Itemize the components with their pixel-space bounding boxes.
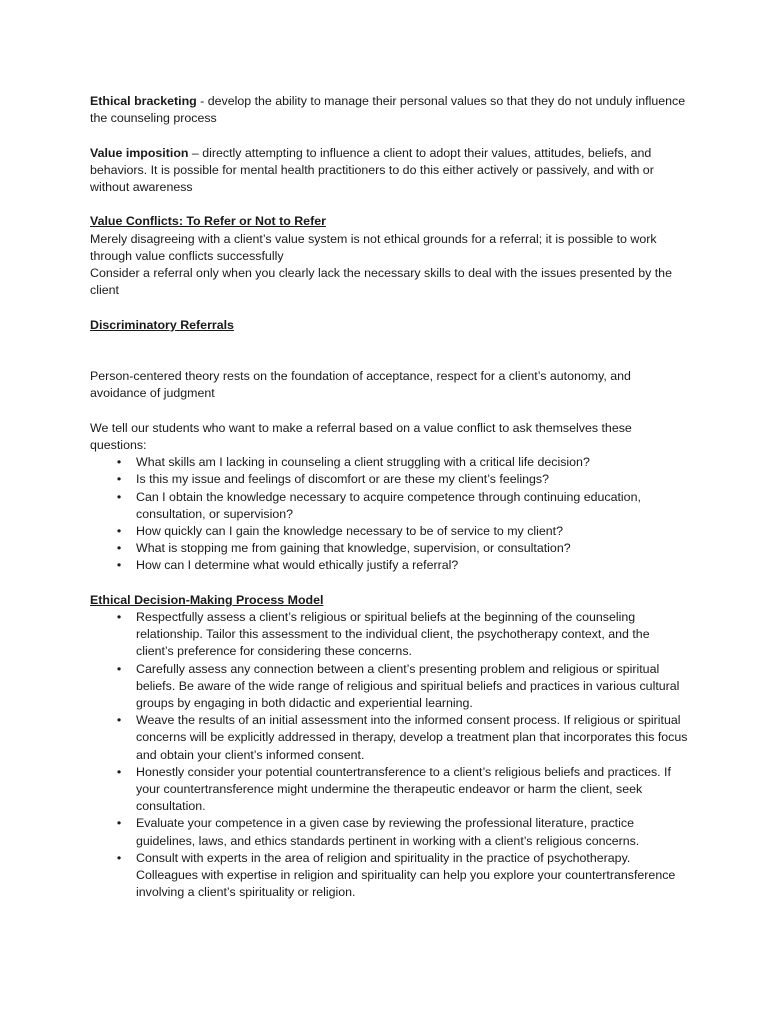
ethical-bracketing-definition: - develop the ability to manage their personal values so that they do not unduly influence the counseling process [90,94,686,126]
model-step-text: Respectfully assess a client’s religious or spiritual beliefs at the beginning of the counseling relationship. Tailor this assessment to the individual client, the psychotherapy context, and the client’s preference for considering these concerns. [136,610,650,659]
model-step-text: Weave the results of an initial assessment into the informed consent process. If religious or spiritual concerns will be explicitly addressed in therapy, develop a treatment plan that incorporates this focus and obtain your client’s informed consent. [136,713,688,762]
question-text: Is this my issue and feelings of discomfort or are these my client’s feelings? [136,472,549,487]
value-conflicts-paragraph-2: Consider a referral only when you clearly lack the necessary skills to deal with the issues presented by the client [90,266,672,298]
bullet-icon: • [116,764,122,779]
question-text: How can I determine what would ethically justify a referral? [136,558,459,573]
list-item [90,540,690,557]
bullet-icon: • [116,713,122,728]
list-item [90,471,690,488]
question-text: Can I obtain the knowledge necessary to acquire competence through continuing education, consultation, or supervision? [136,489,641,521]
questions-intro: We tell our students who want to make a referral based on a value conflict to ask themselves these questions: [90,420,632,452]
bullet-icon: • [116,558,122,573]
bullet-icon: • [116,661,122,676]
model-step-text: Carefully assess any connection between a client’s presenting problem and religious or spiritual beliefs. Be aware of the wide range of religious and spiritual beliefs and practices in various cultural groups by engaging in both didactic and experiential learning. [136,661,680,711]
bullet-icon: • [116,524,122,538]
model-step-text: Consult with experts in the area of religion and spirituality in the practice of psychotherapy. Colleagues with expertise in religion and spirituality can help you explore your countertransference involving a client’s spirituality or religion. [136,850,676,900]
questions-list [90,454,690,574]
bullet-icon: • [116,472,122,487]
bullet-icon: • [116,816,122,831]
ethical-bracketing-term: Ethical bracketing [90,94,197,108]
model-step-text: Honestly consider your potential countertransference to a client’s religious beliefs and practices. If your countertransference might undermine the therapeutic endeavor or harm the client, seek consultation. [136,764,671,814]
list-item [90,850,690,902]
ethical-bracketing-paragraph [90,93,690,127]
value-imposition-definition: – directly attempting to influence a client to adopt their values, attitudes, beliefs, and behaviors. It is possible for mental health practitioners to do this either actively or passively, and with or without awareness [90,145,654,194]
value-conflicts-heading: Value Conflicts: To Refer or Not to Refer [90,214,326,229]
list-item [90,609,690,661]
list-item [90,712,690,764]
decision-model-list [90,609,690,901]
decision-model-heading: Ethical Decision-Making Process Model [90,592,324,607]
list-item [90,557,690,574]
list-item [90,489,690,523]
discriminatory-referrals-heading: Discriminatory Referrals [90,317,234,332]
list-item [90,454,690,471]
question-text: What is stopping me from gaining that knowledge, supervision, or consultation? [136,541,571,556]
list-item [90,815,690,849]
list-item [90,523,690,540]
value-imposition-paragraph [90,145,690,197]
question-text: How quickly can I gain the knowledge necessary to be of service to my client? [136,524,564,538]
bullet-icon: • [116,541,122,556]
value-conflicts-paragraph-1: Merely disagreeing with a client’s value system is not ethical grounds for a referral; it is possible to work through value conflicts successfully [90,231,657,263]
list-item [90,764,690,816]
bullet-icon: • [116,850,122,865]
person-centered-paragraph: Person-centered theory rests on the foundation of acceptance, respect for a client’s autonomy, and avoidance of judgment [90,369,631,401]
document-page [90,93,690,901]
bullet-icon: • [116,489,122,504]
bullet-icon: • [116,455,122,470]
value-imposition-term: Value imposition [90,145,189,160]
bullet-icon: • [116,610,122,624]
model-step-text: Evaluate your competence in a given case by reviewing the professional literature, practice guidelines, laws, and ethics standards pertinent in working with a client’s religious concerns. [136,816,640,848]
question-text: What skills am I lacking in counseling a client struggling with a critical life decision? [136,455,590,470]
list-item [90,661,690,713]
